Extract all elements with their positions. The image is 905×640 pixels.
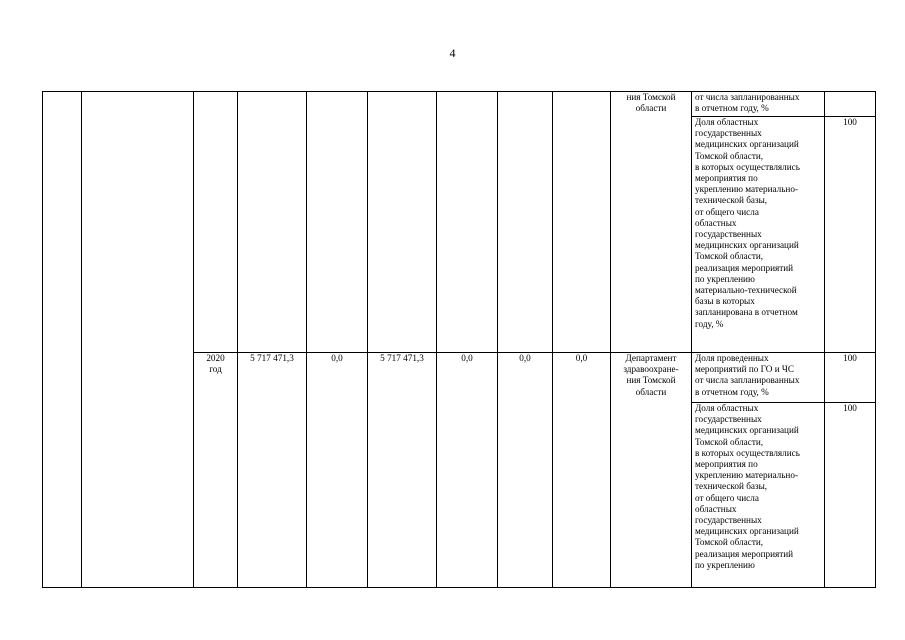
indicator-value-cell: 100	[825, 403, 876, 588]
indicator-cell: Доля областных государственных медицинских организаций Томской области, в которых осуществлялись мероприятия по укреплению материально- технической базы, от общего числа областных государственных медицинских организаций Томской области, реализация мероприятий по укреплению	[692, 403, 825, 588]
local-cell	[437, 92, 498, 353]
federal-cell	[307, 92, 368, 353]
event-name-cell	[82, 92, 194, 588]
indicator-cell: Доля областных государственных медицинских организаций Томской области, в которых осуществлялись мероприятия по укреплению материально- технической базы, от общего числа областных государственных медицинских организаций Томской области, реализация мероприятий по укреплению материально-технической базы в которых запланирована в отчетном году, %	[692, 117, 825, 353]
total-cell	[238, 92, 307, 353]
page-number: 4	[449, 46, 456, 60]
indicator-value-cell: 100	[825, 117, 876, 353]
table-row-continued	[43, 92, 876, 117]
indicator-cell: от числа запланированных в отчетном году, %	[692, 92, 825, 117]
extra2-cell: 0,0	[553, 353, 611, 588]
extra1-cell	[498, 92, 553, 353]
federal-cell: 0,0	[307, 353, 368, 588]
year-cell	[194, 92, 238, 353]
extra2-cell	[553, 92, 611, 353]
total-cell: 5 717 471,3	[238, 353, 307, 588]
regional-cell: 5 717 471,3	[368, 353, 437, 588]
program-table	[42, 91, 876, 588]
number-cell	[43, 92, 82, 588]
indicator-value-cell: 100	[825, 353, 876, 403]
indicator-value-cell	[825, 92, 876, 117]
indicator-cell: Доля проведенных мероприятий по ГО и ЧС от числа запланированных в отчетном году, %	[692, 353, 825, 403]
executor-cell: ния Томской области	[611, 92, 692, 353]
extra1-cell: 0,0	[498, 353, 553, 588]
regional-cell	[368, 92, 437, 353]
year-cell: 2020 год	[194, 353, 238, 588]
local-cell: 0,0	[437, 353, 498, 588]
executor-cell: Департамент здравоохране- ния Томской области	[611, 353, 692, 588]
